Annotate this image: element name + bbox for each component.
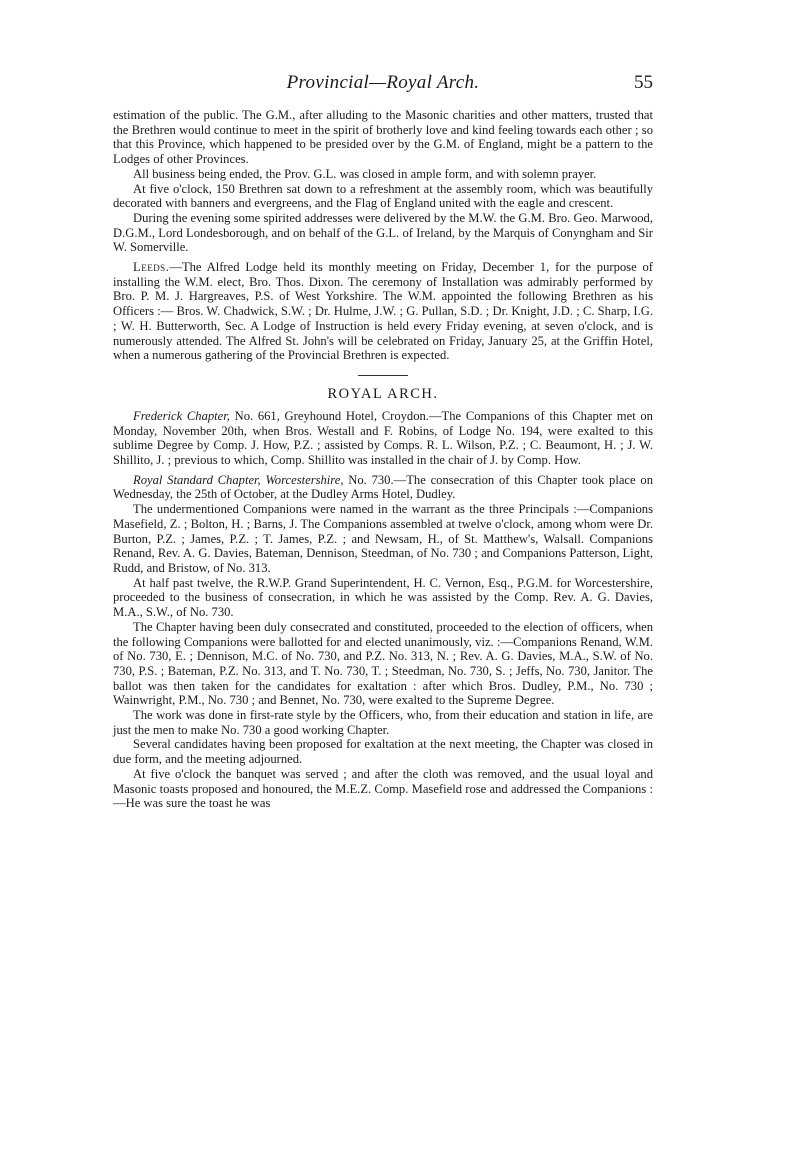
paragraph-refreshment: At five o'clock, 150 Brethren sat down to a refreshment at the assembly room, which was beautifully decorated with banners and evergreens, and the Flag of England united with the eagle and crescent. [113, 181, 653, 211]
paragraph-leeds [113, 260, 653, 363]
royal-standard-text: No. 730.—The consecration of this Chapter took place on Wednesday, the 25th of October, at the Dudley Arms Hotel, Dudley. [113, 472, 653, 502]
paragraph-warrant: The undermentioned Companions were named in the warrant as the three Principals :—Companions Masefield, Z. ; Bolton, H. ; Barns, J. The Companions assembled at twelve o'clock, among whom were Dr. Burton, P.Z. ; James, P.Z. ; T. James, P.Z. ; and Newsam, H., of St. Matthew's, Walsall. Companions Renand, Rev. A. G. Davies, Bateman, Dennison, Steedman, of No. 730 ; and Companions Patterson, Light, Rudd, and Bristow, of No. 313. [113, 502, 653, 575]
paragraph-several-candidates: Several candidates having been proposed for exaltation at the next meeting, the Chapter was closed in due form, and the meeting adjourned. [113, 737, 653, 767]
frederick-chapter-text: No. 661, Greyhound Hotel, Croydon.—The Companions of this Chapter met on Monday, November 20th, when Bros. Westall and F. Robins, of Lodge No. 194, were exalted to this sublime Degree by Comp. J. How, P.Z. ; assisted by Comps. R. L. Wilson, P.Z. ; C. Beaumont, H. ; J. W. Shillito, J. ; previous to which, Comp. Shillito was installed in the chair of J. by Comp. How. [113, 408, 653, 468]
paragraph-half-past-twelve: At half past twelve, the R.W.P. Grand Superintendent, H. C. Vernon, Esq., P.G.M. for Worcestershire, proceeded to the business of consecration, in which he was assisted by the Comp. Rev. A. G. Davies, M.A., S.W., of No. 730. [113, 575, 653, 620]
royal-standard-name: Royal Standard Chapter, Worcestershire, [133, 472, 344, 487]
running-head [113, 72, 653, 100]
page-number: 55 [634, 72, 653, 93]
paragraph-addresses: During the evening some spirited addresses were delivered by the M.W. the G.M. Bro. Geo. Marwood, D.G.M., Lord Londesborough, and on behalf of the G.L. of Ireland, by the Marquis of Conyngham and Sir W. Somerville. [113, 210, 653, 255]
paragraph-election: The Chapter having been duly consecrated and constituted, proceeded to the election of officers, when the following Companions were ballotted for and elected unanimously, viz. :—Companions Renand, W.M. of No. 730, E. ; Dennison, M.C. of No. 730, and P.Z. No. 313, N. ; Rev. A. G. Davies, M.A., S.W. of No. 730, P.S. ; Bateman, P.Z. No. 313, and T. No. 730, T. ; Steedman, No. 730, S. ; Jeffs, No. 730, Janitor. The ballot was then taken for the candidates for exaltation : after which Bros. Dudley, P.M., No. 730 ; Wainwright, P.M., No. 730 ; and Bennet, No. 730, were exalted to the Supreme Degree. [113, 619, 653, 708]
paragraph-royal-standard [113, 473, 653, 502]
section-divider [358, 375, 408, 376]
leeds-text: —The Alfred Lodge held its monthly meeting on Friday, December 1, for the purpose of installing the W.M. elect, Bro. Thos. Dixon. The ceremony of Installation was admirably performed by Bro. P. M. J. Hargreaves, P.S. of West Yorkshire. The W.M. appointed the following Brethren as his Officers :— Bros. W. Chadwick, S.W. ; Dr. Hulme, J.W. ; G. Pullan, S.D. ; Dr. Knight, J.D. ; C. Sharp, I.G. ; W. H. Butterworth, Sec. A Lodge of Instruction is held every Friday evening, at seven o'clock, and is numerously attended. The Alfred St. John's will be celebrated on Friday, January 25, at the Griffin Hotel, when a numerous gathering of the Provincial Brethren is expected. [113, 260, 653, 363]
frederick-chapter-name: Frederick Chapter, [133, 408, 230, 423]
paragraph-business-ended: All business being ended, the Prov. G.L. was closed in ample form, and with solemn prayer. [133, 166, 597, 181]
document-page [113, 72, 653, 811]
paragraph-charities: estimation of the public. The G.M., after alluding to the Masonic charities and other matters, trusted that the Brethren would continue to meet in the spirit of brotherly love and kind feeling towards each other ; so that this Province, which happened to be presided over by the G.M. of England, might be a pattern to the Lodges of other Provinces. [113, 108, 653, 167]
royal-arch-heading: ROYAL ARCH. [327, 385, 439, 402]
paragraph-frederick-chapter [113, 409, 653, 468]
paragraph-banquet: At five o'clock the banquet was served ; and after the cloth was removed, and the usual loyal and Masonic toasts proposed and honoured, the M.E.Z. Comp. Masefield rose and addressed the Companions :—He was sure the toast he was [113, 766, 653, 811]
running-title: Provincial—Royal Arch. [286, 72, 480, 93]
paragraph-work: The work was done in first-rate style by the Officers, who, from their education and station in life, are just the men to make No. 730 a good working Chapter. [113, 708, 653, 737]
leeds-lead: Leeds. [133, 260, 170, 275]
